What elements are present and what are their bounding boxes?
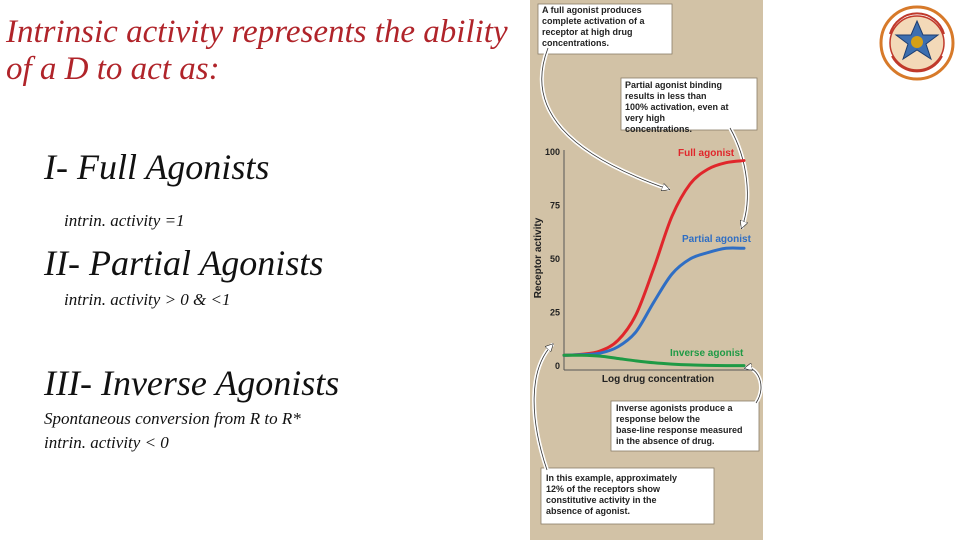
item-heading-partial: II- Partial Agonists bbox=[44, 243, 324, 283]
callout-constitutive: In this example, approximately 12% of the receptors show constitutive activity in the absence of agonist. bbox=[546, 473, 678, 516]
item-detail-partial: intrin. activity > 0 & <1 bbox=[64, 290, 231, 309]
y-tick-label: 0 bbox=[554, 361, 560, 371]
slide-title: Intrinsic activity represents the ability of a D to act as: bbox=[6, 14, 508, 87]
university-logo bbox=[878, 4, 956, 82]
y-tick-label: 50 bbox=[549, 254, 560, 264]
label-full-agonist: Full agonist bbox=[678, 148, 735, 159]
callout-full: A full agonist produces complete activation of a receptor at high drug concentrations. bbox=[542, 5, 645, 48]
label-partial-agonist: Partial agonist bbox=[682, 234, 751, 245]
label-inverse-agonist: Inverse agonist bbox=[670, 348, 744, 359]
x-axis-label: Log drug concentration bbox=[601, 374, 715, 385]
y-tick-label: 100 bbox=[544, 147, 560, 157]
item-detail-full: intrin. activity =1 bbox=[64, 211, 185, 230]
callout-partial: Partial agonist binding results in less than 100% activation, even at very high concentrations. bbox=[625, 80, 729, 134]
item-heading-full: I- Full Agonists bbox=[44, 147, 270, 187]
item-detail-inverse-2: intrin. activity < 0 bbox=[44, 433, 169, 452]
y-axis-label: Receptor activity bbox=[533, 217, 544, 299]
y-tick-label: 25 bbox=[549, 307, 560, 318]
receptor-activity-figure bbox=[530, 0, 763, 540]
item-detail-inverse-1: Spontaneous conversion from R to R* bbox=[44, 409, 301, 428]
y-tick-label: 75 bbox=[549, 200, 560, 211]
item-heading-inverse: III- Inverse Agonists bbox=[44, 363, 340, 403]
callout-inverse: Inverse agonists produce a response below the base-line response measured in the absence of drug. bbox=[616, 403, 743, 446]
